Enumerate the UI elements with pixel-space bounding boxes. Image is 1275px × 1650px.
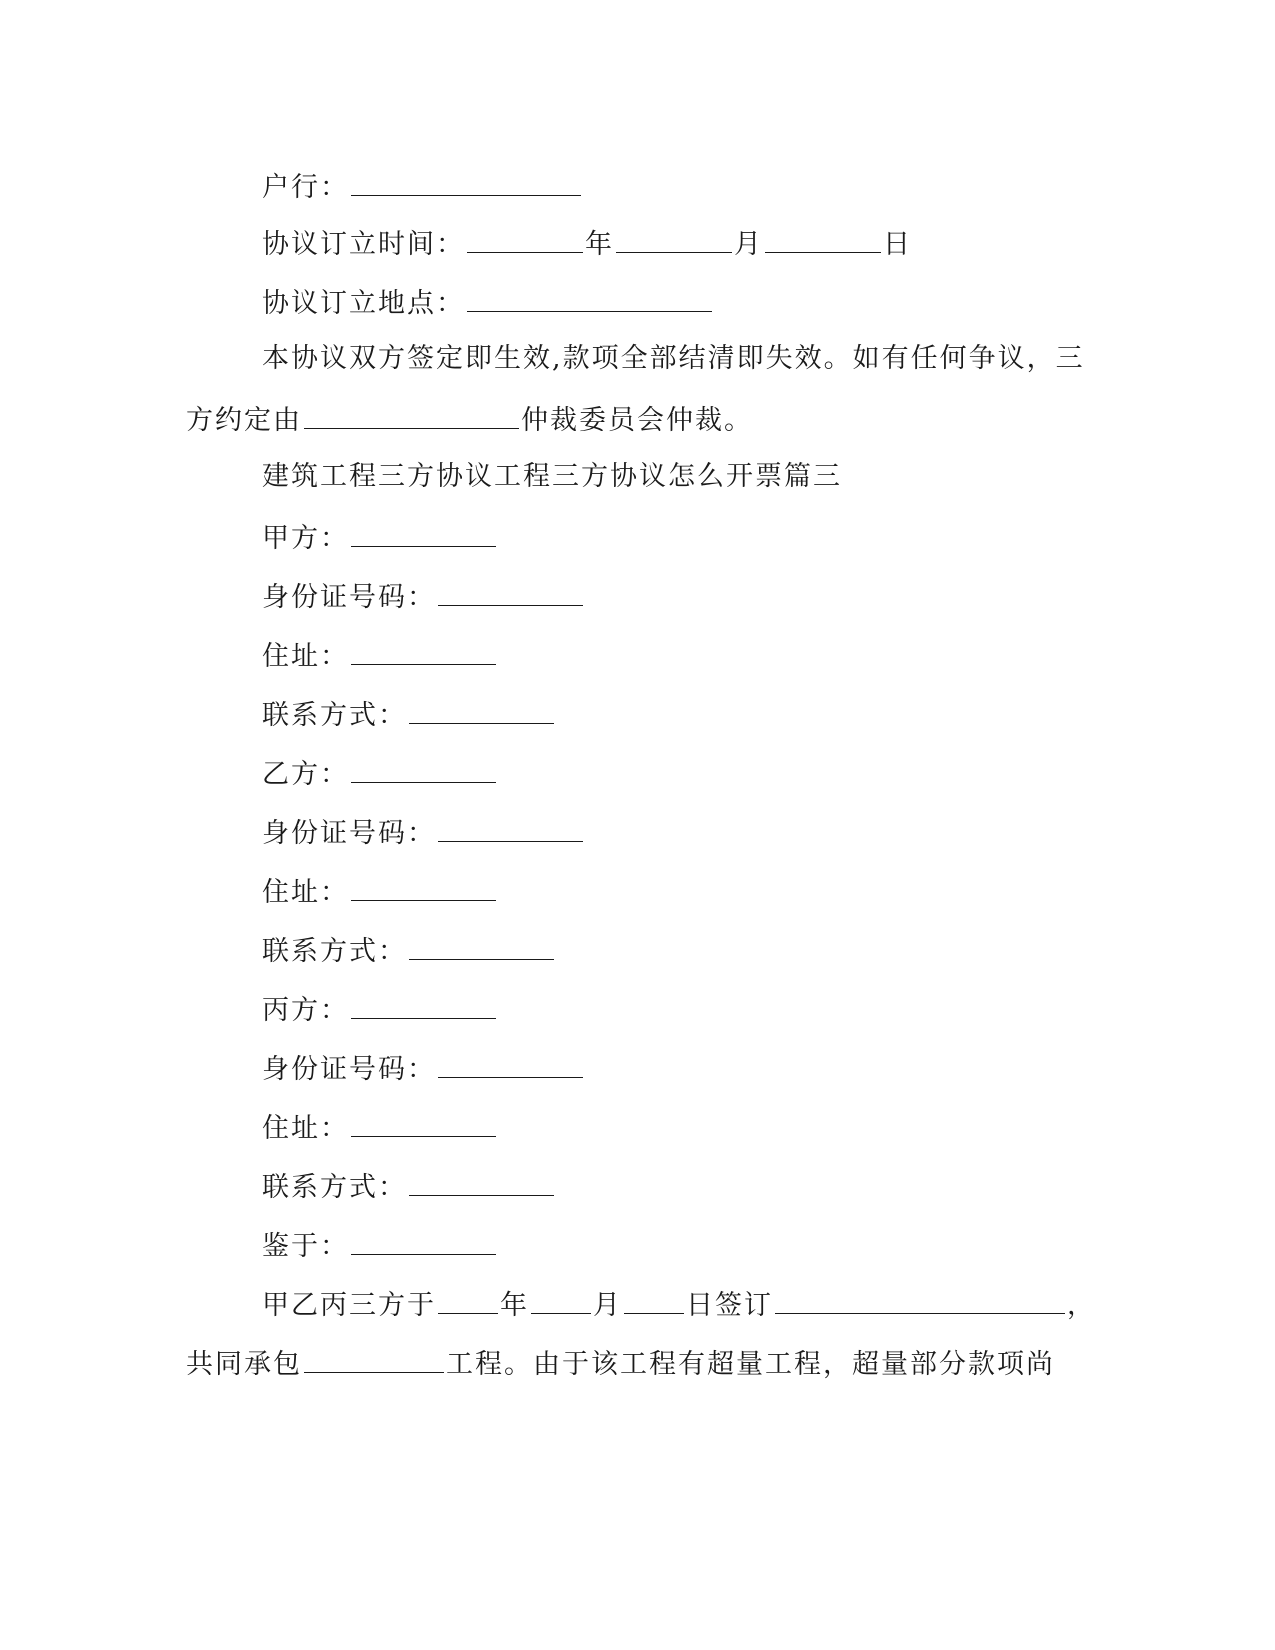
party-a-id-line [262, 575, 1162, 618]
section-heading [262, 457, 1162, 497]
place-blank [467, 281, 712, 312]
party-b-address-label: 住址： [262, 877, 349, 908]
effect-text: 本协议双方签定即生效,款项全部结清即失效。如有任何争议，三 [262, 343, 1085, 374]
contract-text-b: 工程。由于该工程有超量工程，超量部分款项尚 [446, 1349, 1055, 1380]
party-b-contact-label: 联系方式： [262, 936, 407, 967]
party-a-address-blank [351, 634, 496, 665]
signing-day-blank [624, 1283, 684, 1314]
signing-day-label: 日签订 [686, 1290, 773, 1321]
arbitration-blank [304, 398, 519, 429]
bank-line [262, 165, 1162, 208]
signing-document-blank [775, 1283, 1065, 1314]
party-c-name-label: 丙方： [262, 995, 349, 1026]
arbitration-text-a: 方约定由 [186, 405, 302, 436]
party-b-id-line [262, 811, 1162, 854]
party-b-address-blank [351, 870, 496, 901]
year-label: 年 [585, 229, 614, 260]
party-a-id-blank [438, 575, 583, 606]
party-a-contact-line [262, 693, 1162, 736]
party-c-id-line [262, 1047, 1162, 1090]
signing-text-a: 甲乙丙三方于 [262, 1290, 436, 1321]
party-c-address-blank [351, 1106, 496, 1137]
year-blank [467, 222, 583, 253]
party-c-address-line [262, 1106, 1162, 1149]
agreement-place-label: 协议订立地点： [262, 288, 465, 319]
party-c-contact-line [262, 1165, 1162, 1208]
party-b-name-label: 乙方： [262, 759, 349, 790]
party-a-contact-blank [409, 693, 554, 724]
party-b-contact-blank [409, 929, 554, 960]
bank-label: 户行： [262, 172, 349, 203]
party-a-id-label: 身份证号码： [262, 582, 436, 613]
whereas-label: 鉴于： [262, 1231, 349, 1262]
party-a-address-line [262, 634, 1162, 677]
party-c-name-line [262, 988, 1162, 1031]
signing-year-blank [438, 1283, 498, 1314]
signing-comma: ， [1067, 1290, 1096, 1321]
arbitration-text-b: 仲裁委员会仲裁。 [521, 405, 753, 436]
signing-line [262, 1283, 1162, 1326]
contract-text-a: 共同承包 [186, 1349, 302, 1380]
party-b-name-blank [351, 752, 496, 783]
bank-blank [351, 165, 581, 196]
party-b-address-line [262, 870, 1162, 913]
month-label: 月 [734, 229, 763, 260]
effect-paragraph-line1 [262, 339, 1162, 379]
party-c-id-blank [438, 1047, 583, 1078]
whereas-blank [351, 1224, 496, 1255]
party-c-id-label: 身份证号码： [262, 1054, 436, 1085]
party-b-id-blank [438, 811, 583, 842]
party-a-name-blank [351, 516, 496, 547]
party-b-name-line [262, 752, 1162, 795]
heading-text: 建筑工程三方协议工程三方协议怎么开票篇三 [262, 461, 842, 492]
effect-paragraph-line2 [186, 398, 1086, 441]
month-blank [616, 222, 732, 253]
signing-month-label: 月 [593, 1290, 622, 1321]
party-a-contact-label: 联系方式： [262, 700, 407, 731]
party-c-address-label: 住址： [262, 1113, 349, 1144]
signing-month-blank [531, 1283, 591, 1314]
party-a-name-label: 甲方： [262, 523, 349, 554]
party-c-contact-label: 联系方式： [262, 1172, 407, 1203]
whereas-line [262, 1224, 1162, 1267]
contract-project-blank [304, 1342, 444, 1373]
party-c-name-blank [351, 988, 496, 1019]
party-b-contact-line [262, 929, 1162, 972]
agreement-place-line [262, 281, 1162, 324]
agreement-date-label: 协议订立时间： [262, 229, 465, 260]
party-a-name-line [262, 516, 1162, 559]
day-label: 日 [883, 229, 912, 260]
contract-line [186, 1342, 1086, 1385]
signing-year-label: 年 [500, 1290, 529, 1321]
agreement-date-line [262, 222, 1162, 265]
party-b-id-label: 身份证号码： [262, 818, 436, 849]
day-blank [765, 222, 881, 253]
party-c-contact-blank [409, 1165, 554, 1196]
party-a-address-label: 住址： [262, 641, 349, 672]
